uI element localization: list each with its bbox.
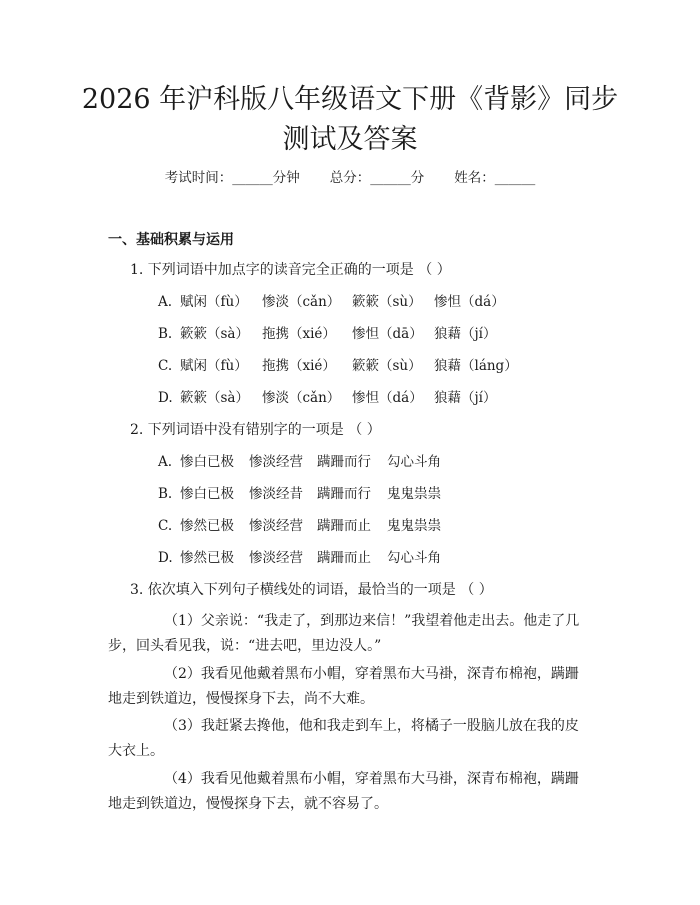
option-letter: B.: [158, 326, 173, 342]
option-word: 惨淡经营: [249, 454, 303, 470]
option-word: 拖携（xié）: [262, 326, 336, 342]
question-2-option-b: [158, 484, 441, 504]
section-heading: 一、基础积累与运用: [108, 232, 234, 248]
option-letter: D.: [158, 390, 173, 406]
option-word: 鬼鬼祟祟: [387, 486, 441, 502]
question-2-stem: 2. 下列词语中没有错别字的一项是 （ ）: [130, 422, 381, 438]
exam-time-field: 考试时间：______分钟: [164, 170, 300, 186]
option-word: 蹒跚而止: [317, 550, 371, 566]
question-1-option-c: [158, 356, 518, 376]
option-word: 惨怛（dā）: [352, 326, 423, 342]
question-1-stem: 1. 下列词语中加点字的读音完全正确的一项是 （ ）: [130, 262, 451, 278]
option-word: 惨怛（dá）: [352, 390, 423, 406]
option-word: 狼藉（jí）: [434, 326, 497, 342]
question-2-option-c: [158, 516, 441, 536]
option-word: 惨淡（cǎn）: [262, 390, 341, 406]
option-word: 惨然已极: [180, 518, 234, 534]
question-3-passage-2: （2）我看见他戴着黑布小帽，穿着黑布大马褂，深青布棉袍，蹒跚地走到铁道边，慢慢探身下去，尚不大难。: [108, 666, 579, 707]
option-word: 狼藉（jí）: [434, 390, 497, 406]
option-letter: C.: [158, 518, 173, 534]
option-word: 鬼鬼祟祟: [387, 518, 441, 534]
exam-meta: [0, 168, 700, 188]
question-3-passage-4: （4）我看见他戴着黑布小帽，穿着黑布大马褂，深青布棉袍，蹒跚地走到铁道边，慢慢探身下去，就不容易了。: [108, 771, 579, 812]
option-letter: C.: [158, 358, 173, 374]
question-1-option-d: [158, 388, 497, 408]
option-letter: A.: [158, 294, 173, 310]
option-word: 簌簌（sù）: [352, 358, 422, 374]
option-word: 惨怛（dá）: [434, 294, 505, 310]
option-word: 蹒跚而止: [317, 518, 371, 534]
option-letter: A.: [158, 454, 173, 470]
option-word: 拖携（xié）: [262, 358, 336, 374]
option-word: 惨淡经营: [249, 550, 303, 566]
option-word: 赋闲（fù）: [180, 358, 248, 374]
option-word: 惨淡经昔: [249, 486, 303, 502]
question-2-option-d: [158, 548, 441, 568]
option-word: 惨白已极: [180, 454, 234, 470]
option-word: 簌簌（sà）: [180, 326, 249, 342]
option-letter: B.: [158, 486, 173, 502]
option-word: 惨然已极: [180, 550, 234, 566]
option-word: 狼藉（láng）: [434, 358, 518, 374]
document-title-line-1: 2026 年沪科版八年级语文下册《背影》同步: [81, 84, 619, 115]
option-word: 惨淡（cǎn）: [262, 294, 341, 310]
option-word: 勾心斗角: [387, 550, 441, 566]
option-word: 簌簌（sù）: [352, 294, 422, 310]
option-word: 簌簌（sà）: [180, 390, 249, 406]
option-letter: D.: [158, 550, 173, 566]
question-3-passage-1: （1）父亲说：“我走了，到那边来信！”我望着他走出去。他走了几步，回头看见我，说：“进去吧，里边没人。”: [108, 613, 580, 654]
option-word: 赋闲（fù）: [180, 294, 248, 310]
student-name-field: 姓名：______: [454, 170, 536, 186]
question-1-option-a: [158, 292, 505, 312]
question-2-option-a: [158, 452, 441, 472]
total-score-field: 总分：______分: [329, 170, 425, 186]
option-word: 惨白已极: [180, 486, 234, 502]
option-word: 蹒跚而行: [317, 454, 371, 470]
option-word: 惨淡经营: [249, 518, 303, 534]
question-3-passage-3: （3）我赶紧去搀他，他和我走到车上，将橘子一股脑儿放在我的皮大衣上。: [108, 718, 579, 759]
question-1-option-b: [158, 324, 497, 344]
question-3-stem: 3. 依次填入下列句子横线处的词语，最恰当的一项是 （ ）: [130, 582, 493, 598]
document-title-line-2: 测试及答案: [282, 124, 418, 155]
option-word: 勾心斗角: [387, 454, 441, 470]
option-word: 蹒跚而行: [317, 486, 371, 502]
